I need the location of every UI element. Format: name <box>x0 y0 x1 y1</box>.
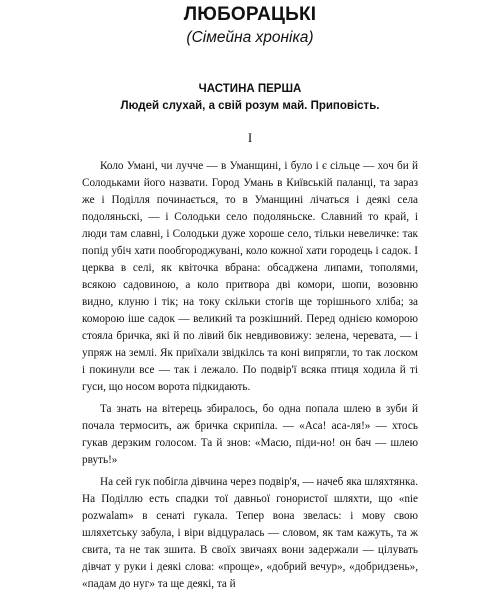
document-subtitle: (Сімейна хроніка) <box>186 29 314 46</box>
part-subtitle: Людей слухай, а свій розум май. Приповість. <box>120 100 380 112</box>
body-paragraph: Та знать на вітерець збиралось, бо одна попала шлею в зуби й почала термосить, аж бричка скрипіла. — «Аса! аса-ля!» — хтось гукав дерзким голосом. Та й знов: «Масю, піди-но! он бач — шлею рвуть!» <box>82 403 418 466</box>
part-title: ЧАСТИНА ПЕРША <box>198 83 302 95</box>
chapter-number: I <box>247 130 253 145</box>
body-paragraph: Коло Умані, чи лучче — в Уманщині, і було і є сільце — хоч би й Солодьками його назвати. Город Умань в Київській паланці, та зараз же і Поділля починається, то в Уманщині лічаться і деякі села подоляньскі, — і Солодьки село подоляньске. Славний то край, і люди там славні, і Солодьки дуже хороше село, тільки невеличке: так попід убіч хати пообгороджувані, коло кожної хати городець і садок. І церква в селі, як квіточка вбрана: обсаджена липами, тополями, всякою садовиною, а коло притвора дві комори, шопи, возовню видно, клуню і тік; на току скільки стогів ще торішнього хліба; за коморою іше садок — великий та розкішний. Перед однією коморою стояла бричка, які й по лівий бік невдивовижу: зелена, черевата, — і упряж на землі. Як приїхали звідкілсь та коні випрягли, то так лоском і покинули все — так і лежало. По подвір'ї всяка птиця ходила й ті гуси, що носом ворота підкидають. <box>82 160 418 393</box>
document-title: ЛЮБОРАЦЬКІ <box>183 4 317 25</box>
body-paragraph: На сей гук побігла дівчина через подвір'я, — начеб яка шляхтянка. На Поділлю есть спадки тої давньої гонористої шляхти, що «nie pozwalam» в сенаті гукала. Тепер вона звелась: і мову свою шляхетську забула, і віри відцуралась — словом, як там кажуть, та ж свита, та не так зшита. В своїх звичаях вони задержали — цілувать дівчат у руки і деякі слова: «проще», «добрий вечур», «добридзень», «падам до нуг» та ще деякі, та й <box>82 476 418 590</box>
